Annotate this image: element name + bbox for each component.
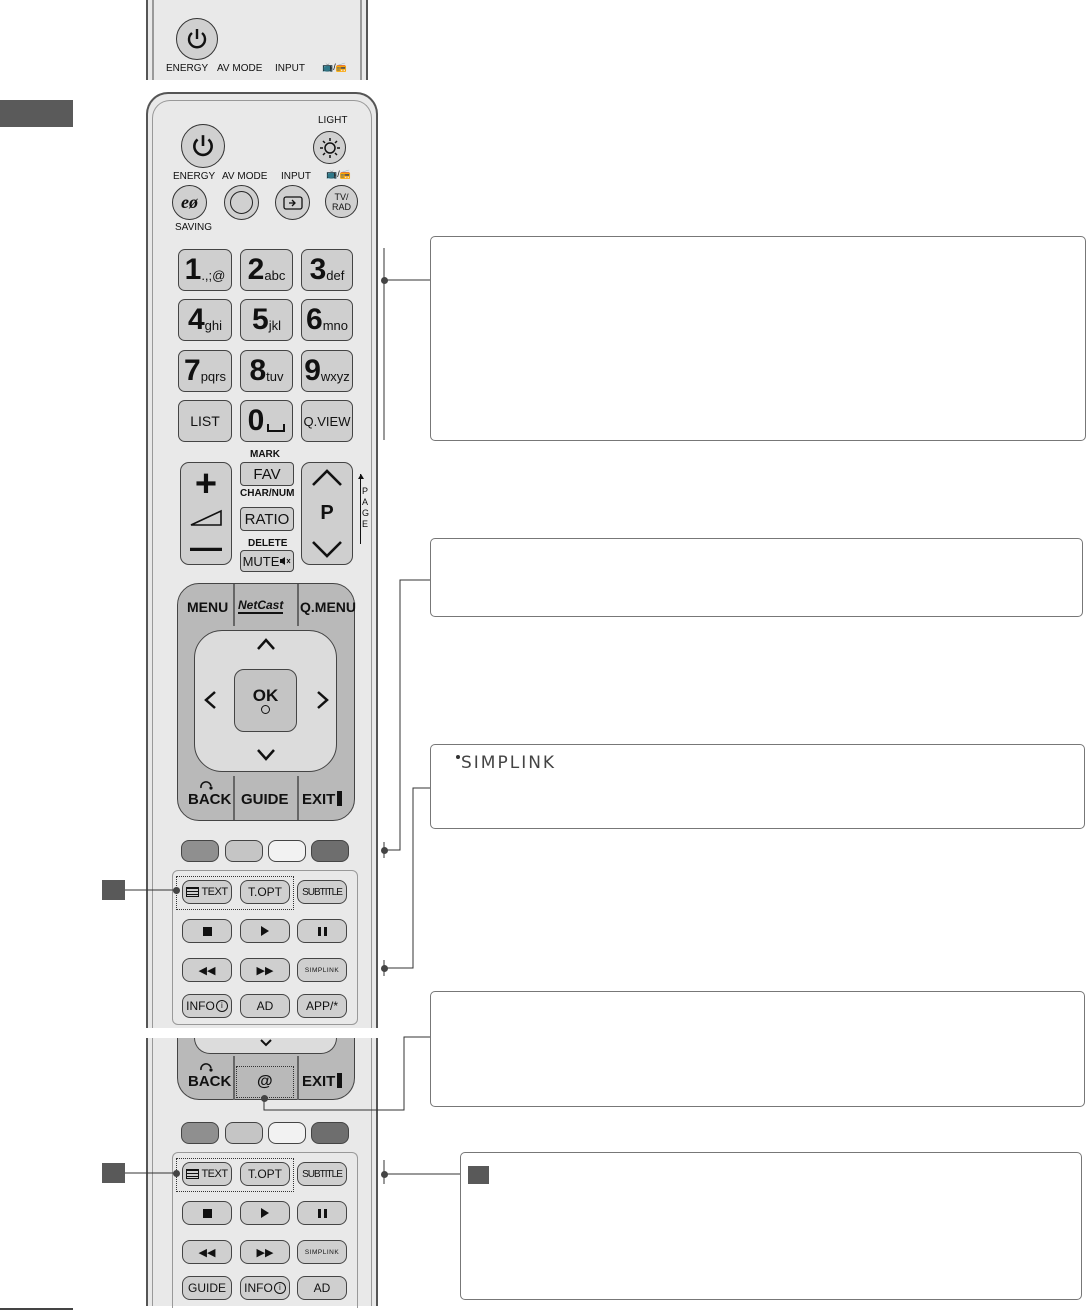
leader-dot-colorkeys xyxy=(381,847,388,854)
delete-label: DELETE xyxy=(248,538,288,549)
list-button[interactable]: LIST xyxy=(178,400,232,442)
page-letter-e: E xyxy=(362,519,369,529)
key-9[interactable]: 9 wxyz xyxy=(301,350,353,392)
key-5[interactable]: 5 jkl xyxy=(240,299,293,341)
top-input-label: INPUT xyxy=(275,63,305,74)
alt-ad-button[interactable]: AD xyxy=(297,1276,347,1300)
marker-square-alt-teletext xyxy=(102,1163,125,1183)
leader-dot-at xyxy=(261,1095,268,1102)
netcast-button[interactable]: NetCast xyxy=(238,598,284,612)
marker-square-callout xyxy=(468,1166,489,1184)
marker-square-teletext xyxy=(102,880,125,900)
alt-simplink-small-label: SIMPLINK xyxy=(304,1248,340,1256)
mark-label: MARK xyxy=(250,449,280,460)
menu-button[interactable]: MENU xyxy=(187,599,229,615)
alt-rewind-icon: ◀◀ xyxy=(198,1246,216,1259)
simplink-logo-dot-icon xyxy=(456,755,460,759)
alt-back-button[interactable]: BACK xyxy=(188,1073,232,1090)
light-label: LIGHT xyxy=(318,115,348,126)
text-button[interactable]: TEXT xyxy=(182,880,232,904)
key-1[interactable]: 1 .,;@ xyxy=(178,249,232,291)
key-6[interactable]: 6 mno xyxy=(301,299,353,341)
tvrad-icon-label: 📺/📻 xyxy=(326,169,351,179)
ad-button[interactable]: AD xyxy=(240,994,290,1018)
input-label: INPUT xyxy=(281,171,311,182)
alt-at-button[interactable]: @ xyxy=(257,1073,273,1090)
key-8[interactable]: 8 tuv xyxy=(240,350,293,392)
key-4[interactable]: 4 ghi xyxy=(178,299,232,341)
charnum-label: CHAR/NUM xyxy=(240,488,295,499)
t-opt-button[interactable]: T.OPT xyxy=(240,880,290,904)
callout-alt-row xyxy=(460,1152,1082,1300)
callout-simplink xyxy=(430,744,1085,829)
alt-t-opt-button[interactable]: T.OPT xyxy=(240,1162,290,1186)
q-view-button[interactable]: Q.VIEW xyxy=(301,400,353,442)
simplink-logo: SIMPLINK xyxy=(456,753,556,773)
guide-button[interactable]: GUIDE xyxy=(241,791,289,808)
tv-rad-top: TV/ xyxy=(334,191,349,202)
alt-text-button[interactable]: TEXT xyxy=(182,1162,232,1186)
leader-dot-keypad xyxy=(381,277,388,284)
top-tvrad-label: 📺/📻 xyxy=(322,62,347,72)
leader-dot-alt-row xyxy=(381,1171,388,1178)
info-icon: i xyxy=(216,1000,228,1012)
page-letter-a: A xyxy=(362,497,369,507)
key-0[interactable]: 0 xyxy=(240,400,293,442)
leader-dot-simplink xyxy=(381,965,388,972)
key-7[interactable]: 7 pqrs xyxy=(178,350,232,392)
ok-label: OK xyxy=(252,686,279,705)
volume-down-icon: — xyxy=(190,529,222,565)
info-button[interactable]: INFO i xyxy=(182,994,232,1018)
callout-colorkeys xyxy=(430,538,1083,617)
alt-info-icon: i xyxy=(274,1282,286,1294)
page-letter-p: P xyxy=(362,486,369,496)
app-button[interactable]: APP/* xyxy=(297,994,347,1018)
energy-glyph: eø xyxy=(181,192,198,212)
simplink-small-label: SIMPLINK xyxy=(304,966,340,974)
tv-rad-bottom: RAD xyxy=(331,201,351,212)
top-avmode-label: AV MODE xyxy=(217,63,263,74)
alt-info-button[interactable]: INFO i xyxy=(240,1276,290,1300)
energy-label: ENERGY xyxy=(173,171,216,182)
alt-guide-button[interactable]: GUIDE xyxy=(182,1276,232,1300)
volume-up-icon: + xyxy=(194,463,218,505)
callout-at-button xyxy=(430,991,1085,1107)
page-letter-g: G xyxy=(362,508,370,518)
key-2[interactable]: 2 abc xyxy=(240,249,293,291)
exit-button[interactable]: EXIT xyxy=(302,791,342,808)
back-button[interactable]: BACK xyxy=(188,791,232,808)
rewind-icon: ◀◀ xyxy=(198,964,216,977)
leader-dot-teletext xyxy=(173,887,180,894)
leader-dot-alt-teletext xyxy=(173,1170,180,1177)
q-menu-button[interactable]: Q.MENU xyxy=(300,599,356,615)
program-p-label: P xyxy=(320,502,334,524)
fast-forward-icon: ▶▶ xyxy=(256,964,274,977)
callout-keypad xyxy=(430,236,1086,441)
saving-label: SAVING xyxy=(175,222,213,233)
mute-label: MUTE xyxy=(242,553,280,569)
alt-fast-forward-icon: ▶▶ xyxy=(256,1246,274,1259)
key-3[interactable]: 3 def xyxy=(301,249,353,291)
alt-subtitle-button[interactable]: SUBTITLE xyxy=(297,1162,347,1186)
ratio-button[interactable]: RATIO xyxy=(240,507,294,531)
subtitle-button[interactable]: SUBTITLE xyxy=(297,880,347,904)
alt-exit-button[interactable]: EXIT xyxy=(302,1073,342,1090)
top-energy-label: ENERGY xyxy=(166,63,209,74)
avmode-label: AV MODE xyxy=(222,171,268,182)
fav-button[interactable]: FAV xyxy=(240,462,294,486)
